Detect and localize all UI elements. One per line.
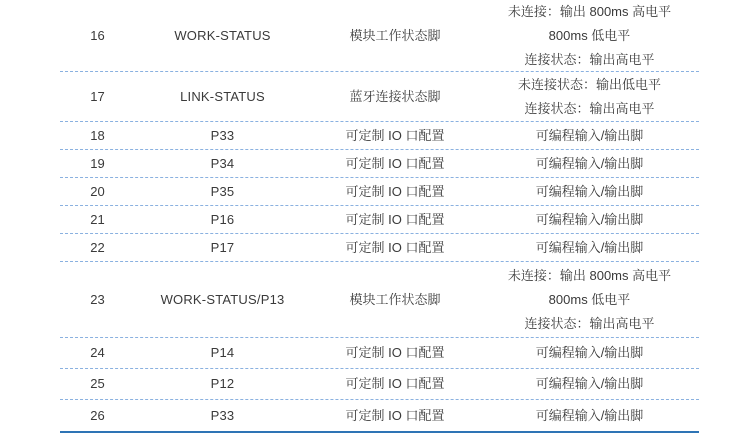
pin-description-cell (480, 208, 699, 232)
pin-description-line: 可编程输入/输出脚 (535, 127, 644, 143)
pin-description-cell (480, 341, 699, 365)
table-row (60, 0, 699, 72)
pin-function-cell: 蓝牙连接状态脚 (349, 88, 441, 104)
pin-name-cell: WORK-STATUS/P13 (160, 291, 285, 307)
pin-number-cell: 26 (90, 407, 105, 423)
pin-description-cell (480, 236, 699, 260)
pin-description-line: 未连接状态：输出低电平 (517, 76, 661, 92)
pin-name-cell: P14 (210, 345, 235, 360)
table-row (60, 400, 699, 431)
pin-description-line: 可编程输入/输出脚 (535, 155, 644, 171)
table-row (60, 72, 699, 122)
pin-name-cell: WORK-STATUS (174, 27, 271, 43)
pin-name-cell: P35 (210, 183, 235, 199)
pin-function-cell: 可定制 IO 口配置 (345, 127, 445, 143)
pin-function-cell: 可定制 IO 口配置 (345, 407, 445, 423)
pin-name-cell: P12 (210, 376, 235, 391)
pin-description-line: 可编程输入/输出脚 (535, 345, 644, 360)
pin-description-line: 可编程输入/输出脚 (535, 407, 644, 423)
table-row (60, 234, 699, 262)
pin-description-line: 800ms 低电平 (548, 27, 631, 43)
pin-description-line: 连接状态：输出高电平 (524, 100, 655, 116)
pin-description-line: 可编程输入/输出脚 (535, 239, 644, 255)
pin-name-cell: LINK-STATUS (180, 88, 265, 104)
pin-number-cell: 22 (90, 239, 105, 255)
pin-function-cell: 模块工作状态脚 (349, 291, 441, 307)
pin-description-cell (480, 73, 699, 121)
pin-name-cell: P33 (210, 127, 235, 143)
pin-description-line: 未连接：输出 800ms 高电平 (507, 3, 672, 19)
pin-function-cell: 可定制 IO 口配置 (345, 211, 445, 227)
pin-description-line: 可编程输入/输出脚 (535, 211, 644, 227)
pin-function-cell: 可定制 IO 口配置 (345, 345, 445, 360)
pin-description-line: 可编程输入/输出脚 (535, 376, 644, 391)
pin-description-cell (480, 404, 699, 428)
pin-description-line: 连接状态：输出高电平 (524, 315, 655, 331)
table-row (60, 262, 699, 338)
pin-description-cell (480, 264, 699, 336)
pin-function-cell: 可定制 IO 口配置 (345, 376, 445, 391)
table-row (60, 338, 699, 369)
pin-number-cell: 18 (90, 127, 105, 143)
pin-number-cell: 19 (90, 155, 105, 171)
pin-name-cell: P33 (210, 407, 235, 423)
pin-number-cell: 25 (90, 376, 105, 391)
pin-description-line: 未连接：输出 800ms 高电平 (507, 267, 672, 283)
pin-name-cell: P34 (210, 155, 235, 171)
pin-name-cell: P16 (210, 211, 235, 227)
table-row (60, 150, 699, 178)
pin-number-cell: 23 (90, 291, 105, 307)
pin-description-cell (480, 124, 699, 148)
pin-description-cell (480, 0, 699, 72)
pin-description-cell (480, 180, 699, 204)
pin-description-line: 800ms 低电平 (548, 291, 631, 307)
pin-number-cell: 16 (90, 27, 105, 43)
pin-function-cell: 可定制 IO 口配置 (345, 183, 445, 199)
pin-function-cell: 可定制 IO 口配置 (345, 155, 445, 171)
pin-number-cell: 24 (90, 345, 105, 360)
table-row (60, 122, 699, 150)
pin-number-cell: 21 (90, 211, 105, 227)
pin-number-cell: 17 (90, 88, 105, 104)
pin-definition-table (60, 0, 699, 433)
table-row (60, 178, 699, 206)
pin-description-line: 可编程输入/输出脚 (535, 183, 644, 199)
table-row (60, 206, 699, 234)
table-row (60, 369, 699, 400)
pin-name-cell: P17 (210, 239, 235, 255)
pin-function-cell: 模块工作状态脚 (349, 27, 441, 43)
pin-function-cell: 可定制 IO 口配置 (345, 239, 445, 255)
pin-description-line: 连接状态：输出高电平 (524, 51, 655, 67)
pin-description-cell (480, 152, 699, 176)
pin-number-cell: 20 (90, 183, 105, 199)
pin-description-cell (480, 372, 699, 396)
